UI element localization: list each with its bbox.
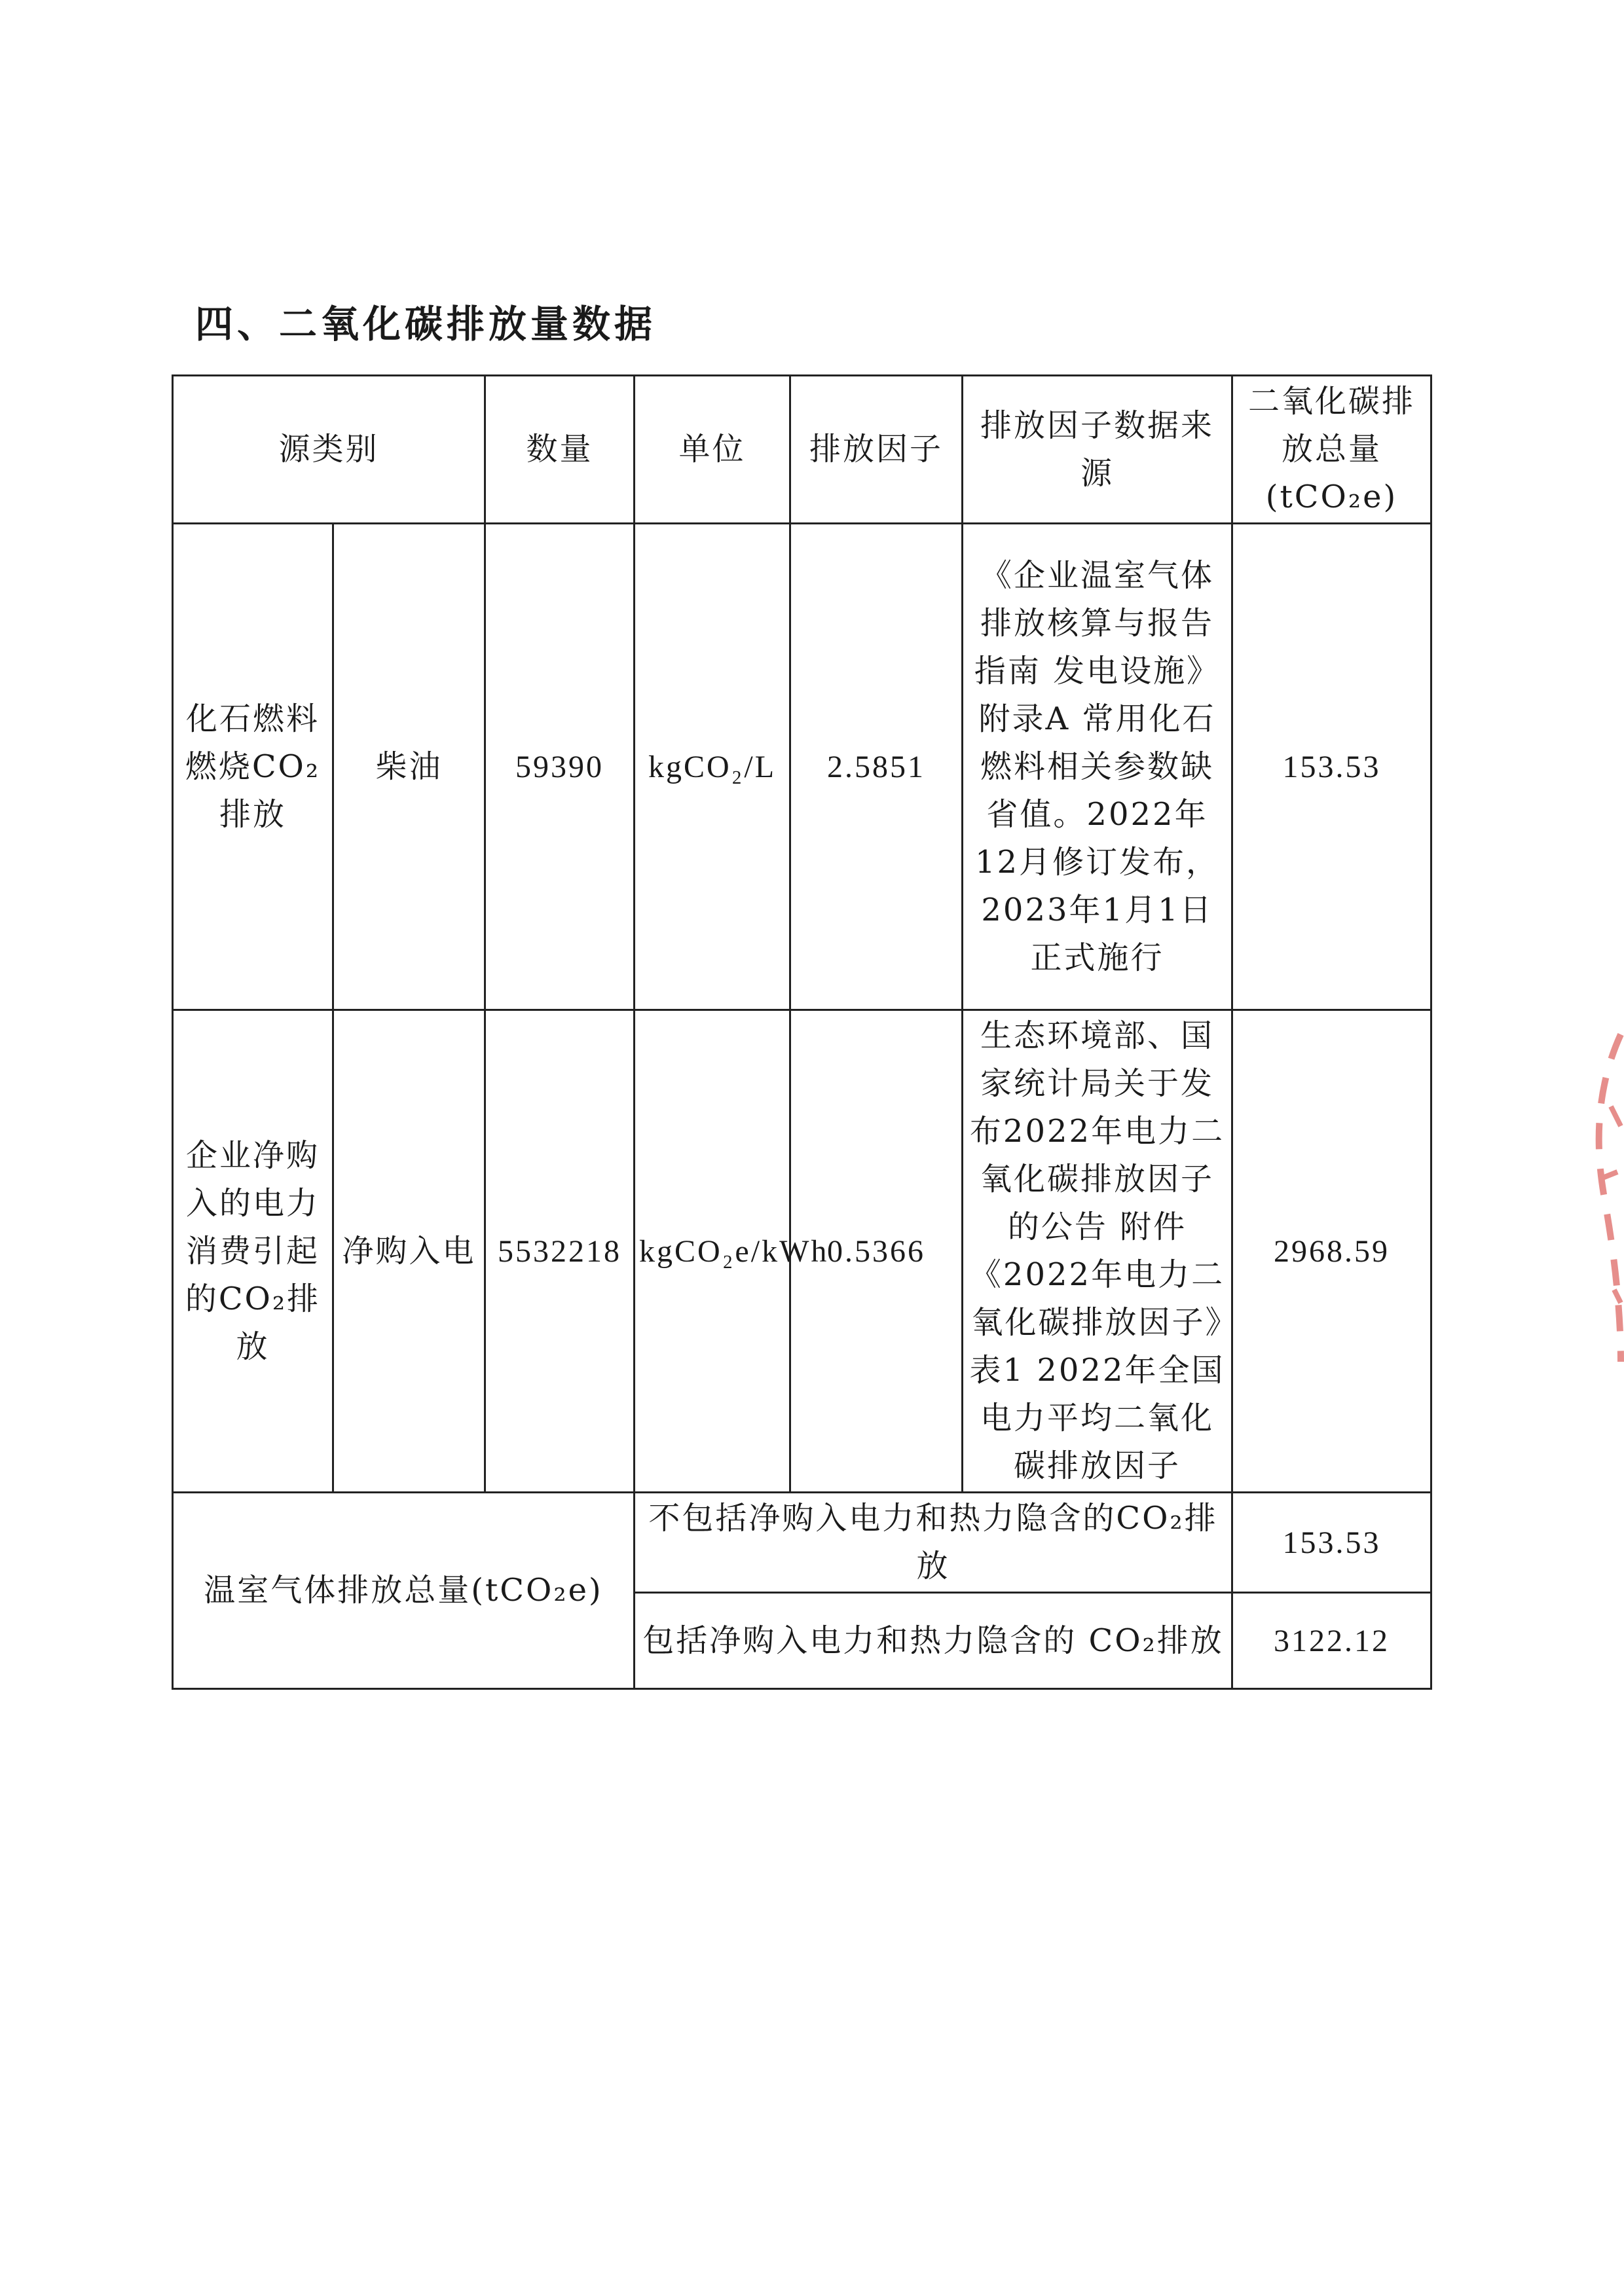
row-quantity: 5532218: [485, 1010, 635, 1493]
emissions-table: [172, 374, 1432, 1690]
row-factor-source: 生态环境部、国家统计局关于发布2022年电力二氧化碳排放因子的公告 附件《2022年电力二氧化碳排放因子》表1 2022年全国电力平均二氧化碳排放因子: [963, 1010, 1232, 1493]
row-unit: kgCO₂/L: [635, 524, 790, 1010]
row-fuel: 柴油: [333, 524, 485, 1010]
table-header-row: [173, 376, 1431, 524]
row-category: 企业净购入的电力消费引起的CO₂排放: [173, 1010, 333, 1493]
row-total: 2968.59: [1232, 1010, 1431, 1493]
header-unit: 单位: [635, 376, 790, 524]
totals-item-value: 3122.12: [1232, 1593, 1431, 1689]
totals-item-label: 包括净购入电力和热力隐含的 CO₂排放: [635, 1593, 1232, 1689]
row-quantity: 59390: [485, 524, 635, 1010]
table-row: [173, 1010, 1431, 1493]
row-fuel: 净购入电: [333, 1010, 485, 1493]
row-category: 化石燃料燃烧CO₂排放: [173, 524, 333, 1010]
section-title: 四、二氧化碳排放量数据: [195, 302, 657, 346]
totals-item-label: 不包括净购入电力和热力隐含的CO₂排放: [635, 1493, 1232, 1593]
totals-row: [173, 1493, 1431, 1593]
row-factor-source: 《企业温室气体排放核算与报告指南 发电设施》附录A 常用化石燃料相关参数缺省值。2022年12月修订发布，2023年1月1日正式施行: [963, 524, 1232, 1010]
row-total: 153.53: [1232, 524, 1431, 1010]
table-row: [173, 524, 1431, 1010]
row-unit: kgCO₂e/kWh: [635, 1010, 790, 1493]
row-factor: 2.5851: [790, 524, 963, 1010]
header-total: 二氧化碳排放总量(tCO₂e): [1232, 376, 1431, 524]
header-factor: 排放因子: [790, 376, 963, 524]
header-source-type: 源类别: [173, 376, 485, 524]
totals-label: 温室气体排放总量(tCO₂e): [173, 1493, 635, 1689]
header-quantity: 数量: [485, 376, 635, 524]
row-factor: 0.5366: [790, 1010, 963, 1493]
red-seal-stamp: [1575, 1028, 1624, 1368]
header-factor-source: 排放因子数据来源: [963, 376, 1232, 524]
totals-item-value: 153.53: [1232, 1493, 1431, 1593]
